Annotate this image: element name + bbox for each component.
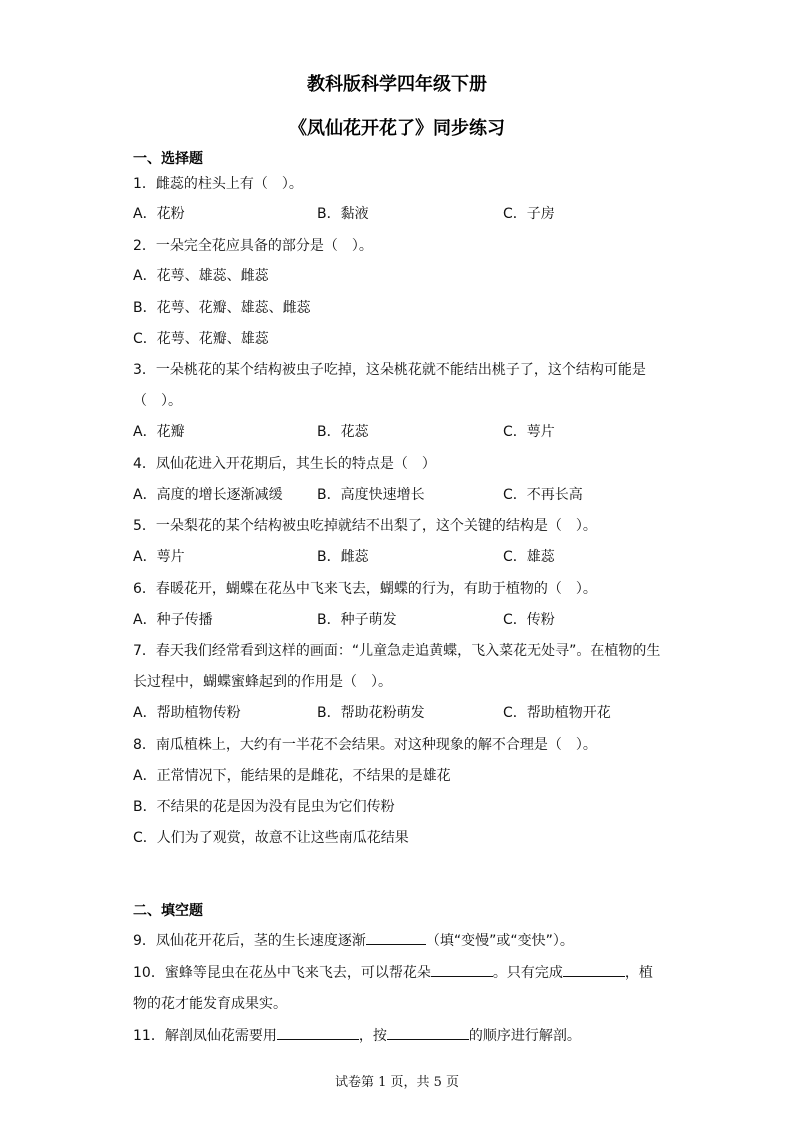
question-7: 7．春天我们经常看到这样的画面：“儿童急走追黄蝶，飞入菜花无处寻”。在植物的生 — [133, 643, 661, 659]
option-a: A．花粉 — [133, 206, 185, 222]
question-10 — [133, 962, 653, 982]
option-a: A．花瓣 — [133, 424, 185, 440]
page-subtitle: 《凤仙花开花了》同步练习 — [289, 118, 505, 139]
question-11 — [133, 1025, 581, 1045]
question-8-option-b: B．不结果的花是因为没有昆虫为它们传粉 — [133, 799, 395, 815]
option-c: C．雄蕊 — [503, 549, 555, 565]
answer-blank[interactable] — [366, 930, 426, 945]
question-1-options — [133, 203, 693, 223]
option-b: B．雌蕊 — [317, 549, 369, 565]
question-8-option-c: C．人们为了观赏，故意不让这些南瓜花结果 — [133, 830, 409, 846]
section-title-choice: 一、选择题 — [133, 151, 203, 167]
answer-blank[interactable] — [277, 1025, 359, 1040]
question-3-options — [133, 421, 693, 441]
page-footer: 试卷第 1 页，共 5 页 — [334, 1075, 460, 1090]
question-10-text-2: 。只有完成 — [492, 965, 563, 981]
question-2-option-c: C．花萼、花瓣、雄蕊 — [133, 331, 269, 347]
option-b: B．高度快速增长 — [317, 487, 425, 503]
option-b: B．花蕊 — [317, 424, 369, 440]
question-11-text-2: ，按 — [358, 1028, 387, 1044]
answer-blank[interactable] — [387, 1025, 469, 1040]
question-2-option-b: B．花萼、花瓣、雄蕊、雌蕊 — [133, 300, 311, 316]
question-4-options — [133, 484, 693, 504]
question-10-cont: 物的花才能发育成果实。 — [133, 996, 287, 1012]
option-b: B．帮助花粉萌发 — [317, 705, 425, 721]
option-c: C．帮助植物开花 — [503, 705, 611, 721]
option-c: C．不再长高 — [503, 487, 583, 503]
option-c: C．子房 — [503, 206, 555, 222]
question-5: 5．一朵梨花的某个结构被虫吃掉就结不出梨了，这个关键的结构是（ ）。 — [133, 518, 597, 534]
answer-blank[interactable] — [563, 962, 625, 977]
question-2-option-a: A．花萼、雄蕊、雌蕊 — [133, 268, 269, 284]
question-1: 1．雌蕊的柱头上有（ ）。 — [133, 176, 303, 192]
question-5-options — [133, 546, 693, 566]
option-a: A．高度的增长逐渐减缓 — [133, 487, 283, 503]
question-6: 6．春暖花开，蝴蝶在花丛中飞来飞去，蝴蝶的行为，有助于植物的（ ）。 — [133, 581, 597, 597]
question-3-cont: （ ）。 — [133, 393, 182, 409]
option-b: B．黏液 — [317, 206, 369, 222]
page-title: 教科版科学四年级下册 — [307, 74, 487, 95]
question-8: 8．南瓜植株上，大约有一半花不会结果。对这种现象的解不合理是（ ）。 — [133, 737, 597, 753]
option-a: A．帮助植物传粉 — [133, 705, 241, 721]
section-title-fill: 二、填空题 — [133, 903, 203, 919]
question-7-options — [133, 702, 693, 722]
question-10-text-3: ，植 — [624, 965, 653, 981]
question-11-text-3: 的顺序进行解剖。 — [468, 1028, 581, 1044]
option-a: A．萼片 — [133, 549, 185, 565]
option-a: A．种子传播 — [133, 612, 213, 628]
answer-blank[interactable] — [431, 962, 493, 977]
question-6-options — [133, 609, 693, 629]
question-9-hint: （填“变慢”或“变快”）。 — [425, 933, 574, 949]
question-3: 3．一朵桃花的某个结构被虫子吃掉，这朵桃花就不能结出桃子了，这个结构可能是 — [133, 362, 646, 378]
question-2: 2．一朵完全花应具备的部分是（ ）。 — [133, 238, 373, 254]
option-c: C．传粉 — [503, 612, 555, 628]
question-11-text: 11．解剖凤仙花需要用 — [133, 1028, 277, 1044]
question-9-text: 9．凤仙花开花后，茎的生长速度逐渐 — [133, 933, 366, 949]
question-7-cont: 长过程中，蝴蝶蜜蜂起到的作用是（ ）。 — [133, 674, 392, 690]
option-c: C．萼片 — [503, 424, 555, 440]
option-b: B．种子萌发 — [317, 612, 397, 628]
question-8-option-a: A．正常情况下，能结果的是雌花，不结果的是雄花 — [133, 768, 451, 784]
question-4: 4．凤仙花进入开花期后，其生长的特点是（ ） — [133, 456, 436, 472]
question-10-text: 10．蜜蜂等昆虫在花丛中飞来飞去，可以帮花朵 — [133, 965, 431, 981]
question-9 — [133, 930, 574, 950]
